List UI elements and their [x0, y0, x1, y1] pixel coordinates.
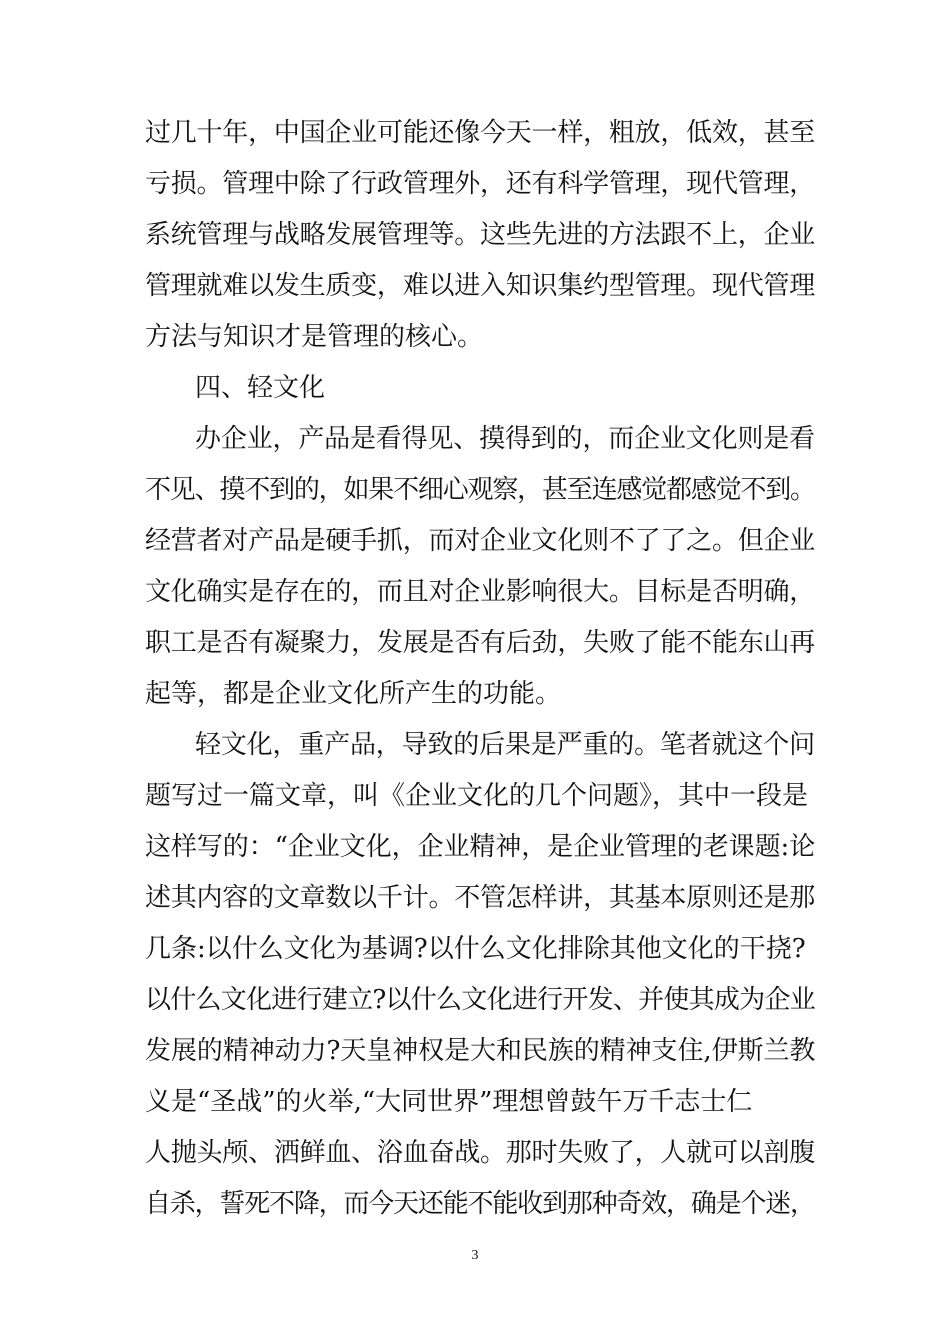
text-line: 发展的精神动力?天皇神权是大和民族的精神支住,伊斯兰教: [145, 1036, 816, 1066]
text-line: 这样写的：“企业文化，企业精神，是企业管理的老课题:论: [145, 832, 816, 862]
text-line: 轻文化，重产品，导致的后果是严重的。笔者就这个问: [195, 730, 815, 760]
text-line: 人抛头颅、洒鲜血、浴血奋战。那时失败了，人就可以剖腹: [145, 1138, 816, 1168]
page-number: 3: [471, 1248, 479, 1263]
text-line: 过几十年，中国企业可能还像今天一样，粗放，低效，甚至: [145, 118, 816, 148]
text-line: 办企业，产品是看得见、摸得到的，而企业文化则是看: [195, 424, 815, 454]
text-line: 文化确实是存在的，而且对企业影响很大。目标是否明确，: [145, 577, 816, 607]
text-line: 方法与知识才是管理的核心。: [145, 322, 484, 352]
text-line: 自杀，誓死不降，而今天还能不能收到那种奇效，确是个迷，: [145, 1189, 815, 1219]
body-text: [145, 108, 815, 1230]
text-line: 职工是否有凝聚力，发展是否有后劲，失败了能不能东山再: [145, 628, 816, 658]
text-line: 管理就难以发生质变，难以进入知识集约型管理。现代管理: [145, 271, 816, 301]
text-line: 经营者对产品是硬手抓，而对企业文化则不了了之。但企业: [145, 526, 816, 556]
text-line: 几条:以什么文化为基调?以什么文化排除其他文化的干挠?: [145, 934, 806, 964]
text-line: 题写过一篇文章，叫《企业文化的几个问题》，其中一段是: [145, 781, 809, 811]
text-line: 起等，都是企业文化所产生的功能。: [145, 679, 562, 709]
text-line: 四、轻文化: [195, 373, 326, 403]
text-line: 义是“圣战”的火举,“大同世界”理想曾鼓午万千志士仁: [145, 1087, 753, 1117]
text-line: 亏损。管理中除了行政管理外，还有科学管理，现代管理，: [145, 169, 816, 199]
text-line: 不见、摸不到的，如果不细心观察，甚至连感觉都感觉不到。: [145, 475, 815, 505]
text-line: 系统管理与战略发展管理等。这些先进的方法跟不上，企业: [145, 220, 816, 250]
text-line: 以什么文化进行建立?以什么文化进行开发、并使其成为企业: [145, 985, 815, 1015]
text-line: 述其内容的文章数以千计。不管怎样讲，其基本原则还是那: [145, 883, 816, 913]
